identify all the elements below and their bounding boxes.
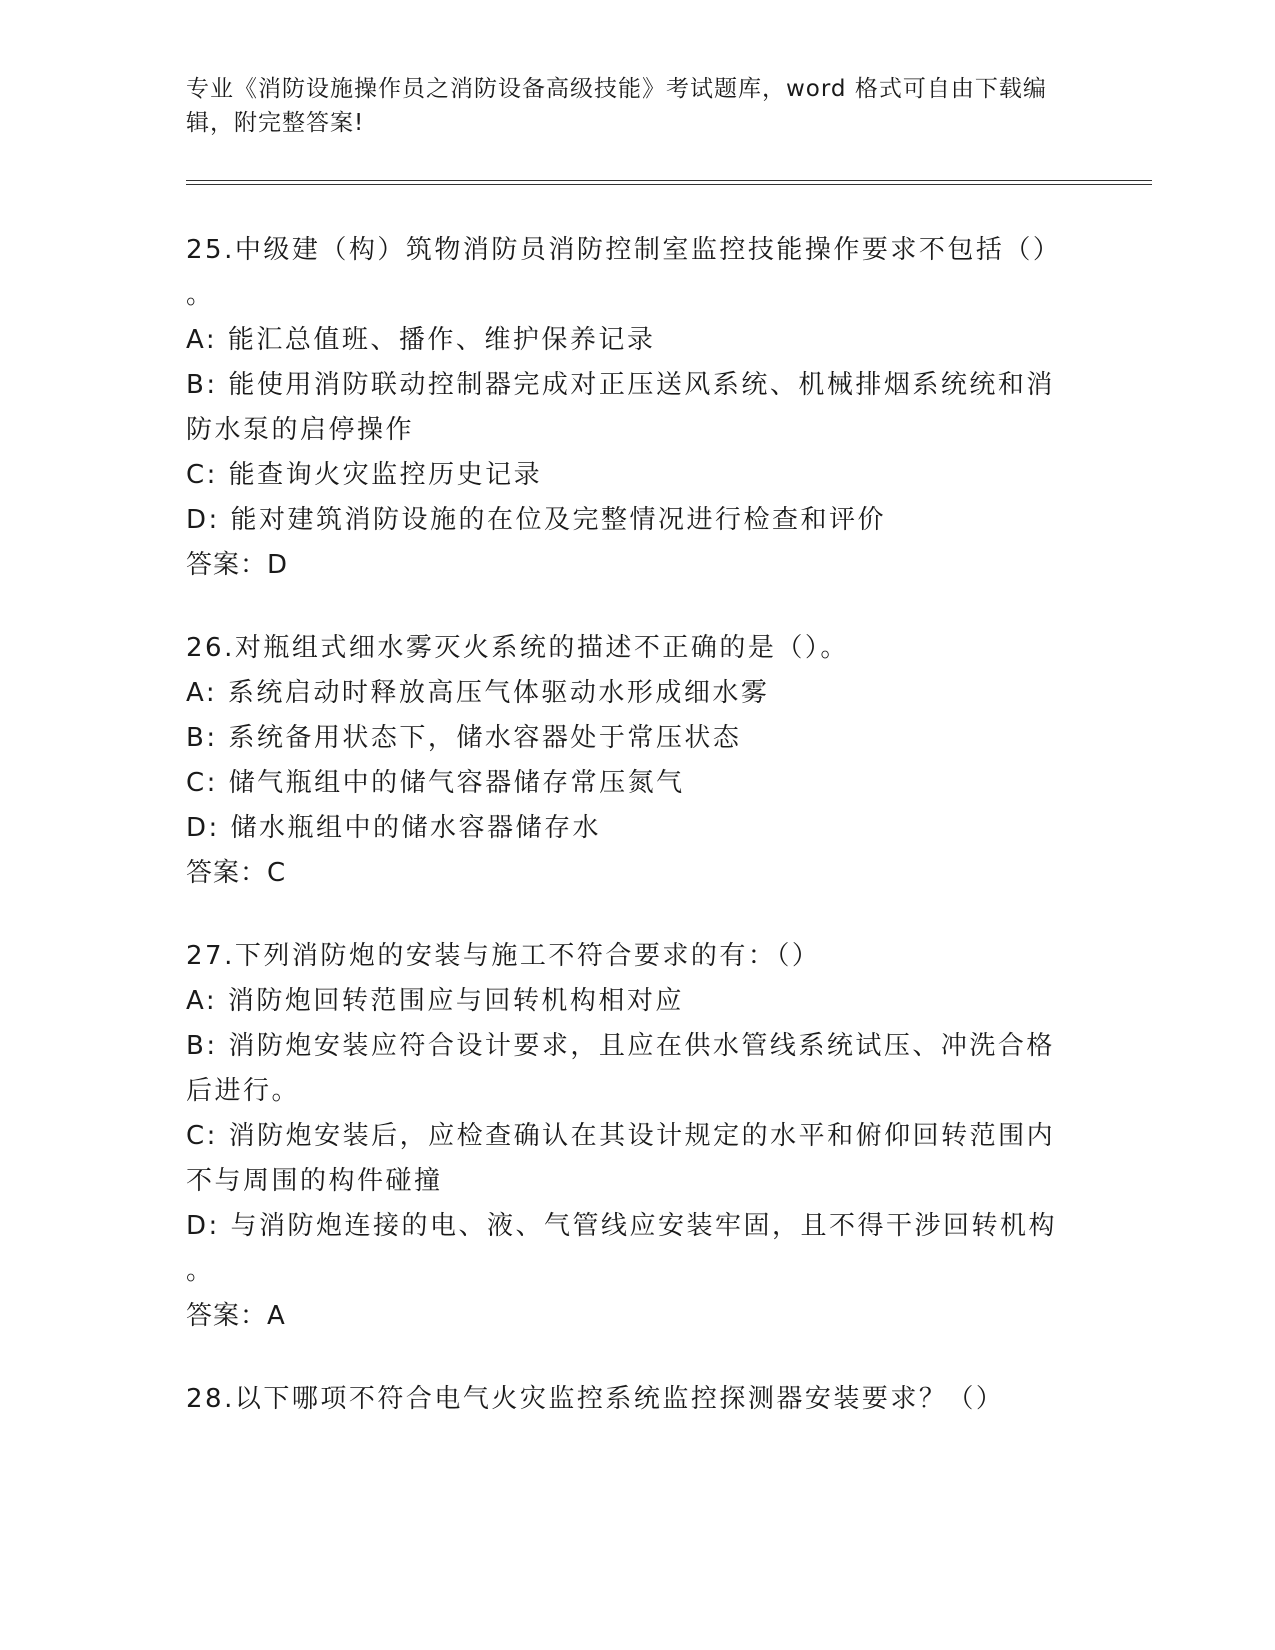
option-c-continued: 不与周围的构件碰撞 xyxy=(186,1166,443,1196)
option-a: A: 消防炮回转范围应与回转机构相对应 xyxy=(186,986,684,1016)
question-26 xyxy=(186,626,1086,896)
question-28 xyxy=(186,1377,1086,1422)
option-b-continued: 后进行。 xyxy=(186,1076,301,1106)
option-b: B: 消防炮安装应符合设计要求，且应在供水管线系统试压、冲洗合格 xyxy=(186,1031,1055,1061)
option-b: B: 系统备用状态下，储水容器处于常压状态 xyxy=(186,723,742,753)
header-line-1: 专业《消防设施操作员之消防设备高级技能》考试题库，word 格式可自由下载编 xyxy=(186,76,1047,102)
question-list xyxy=(186,228,1086,1460)
answer: 答案：A xyxy=(186,1301,286,1331)
header-divider-top xyxy=(186,180,1152,181)
question-stem-continued: 。 xyxy=(186,280,215,310)
question-27 xyxy=(186,934,1086,1339)
question-stem: 28.以下哪项不符合电气火灾监控系统监控探测器安装要求？（） xyxy=(186,1384,1005,1414)
answer: 答案：C xyxy=(186,858,287,888)
option-c: C: 能查询火灾监控历史记录 xyxy=(186,460,543,490)
question-stem: 27.下列消防炮的安装与施工不符合要求的有：（） xyxy=(186,941,821,971)
answer: 答案：D xyxy=(186,550,289,580)
option-c: C: 消防炮安装后，应检查确认在其设计规定的水平和俯仰回转范围内 xyxy=(186,1121,1056,1151)
option-d: D: 储水瓶组中的储水容器储存水 xyxy=(186,813,602,843)
option-d: D: 能对建筑消防设施的在位及完整情况进行检查和评价 xyxy=(186,505,887,535)
question-25 xyxy=(186,228,1086,588)
question-stem: 26.对瓶组式细水雾灭火系统的描述不正确的是（）。 xyxy=(186,633,849,663)
option-a: A: 能汇总值班、播作、维护保养记录 xyxy=(186,325,656,355)
header-line-2: 辑，附完整答案! xyxy=(186,110,365,136)
header-divider-bottom xyxy=(186,184,1152,185)
option-d-continued: 。 xyxy=(186,1256,215,1286)
option-c: C: 储气瓶组中的储气容器储存常压氮气 xyxy=(186,768,685,798)
question-stem: 25.中级建（构）筑物消防员消防控制室监控技能操作要求不包括（） xyxy=(186,235,1062,265)
option-b: B: 能使用消防联动控制器完成对正压送风系统、机械排烟系统统和消 xyxy=(186,370,1055,400)
document-header xyxy=(186,72,1076,140)
option-a: A: 系统启动时释放高压气体驱动水形成细水雾 xyxy=(186,678,770,708)
option-d: D: 与消防炮连接的电、液、气管线应安装牢固，且不得干涉回转机构 xyxy=(186,1211,1058,1241)
option-b-continued: 防水泵的启停操作 xyxy=(186,415,415,445)
